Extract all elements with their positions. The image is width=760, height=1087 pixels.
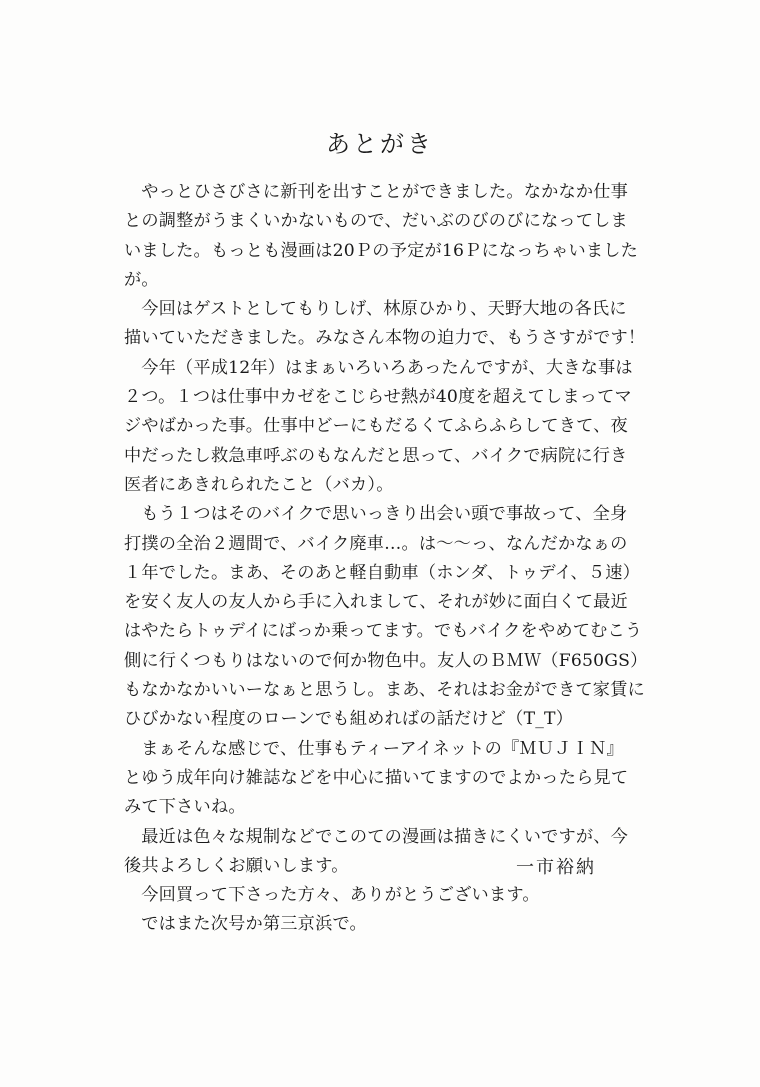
paragraph-2: 今回はゲストとしてもりしげ、林原ひかり、天野大地の各氏に 描いていただきました。みなさん本物の迫力で、もうさすがです！ [124, 299, 646, 349]
paragraph-5: まぁそんな感じで、仕事もティーアイネットの『ＭＵＪＩＮ』 とゆう成年向け雑誌などを中心に描いてますのでよかったら見て みて下さいね。 [124, 738, 629, 818]
afterword-body [124, 178, 654, 940]
paragraph-3: 今年（平成12年）はまぁいろいろあったんですが、大きな事は ２つ。１つは仕事中カゼをこじらせ熱が40度を超えてしまってマ ジやばかった事。仕事中どーにもだるくてふらふらしてきて、夜 中だったし救急車呼ぶのもなんだと思って、バイクで病院に行き 医者にあきれられたこと（バカ）。 [124, 357, 633, 495]
paragraph-4: もう１つはそのバイクで思いっきり出会い頭で事故って、全身 打撲の全治２週間で、バイク廃車…。は～～っ、なんだかなぁの １年でした。まあ、そのあと軽自動車（ホンダ、トゥデイ、５速） を安く友人の友人から手に入れまして、それが妙に面白くて最近 はやたらトゥデイにばっか乗ってます。でもバイクをやめてむこう 側に行くつもりはないので何か物色中。友人のＢＭＷ（F650GS） もなかなかいいーなぁと思うし。まあ、それはお金ができて家賃に ひびかない程度のローンでも組めればの話だけど（T_T） [124, 504, 648, 730]
page-title: あとがき [326, 130, 434, 158]
author-signature: 一市裕納 [516, 857, 596, 878]
paragraph-1: やっとひさびさに新刊を出すことができました。なかなか仕事 との調整がうまくいかないもので、だいぶのびのびになってしま いました。もっとも漫画は20Ｐの予定が16Ｐになっちゃいました が。 [124, 182, 639, 290]
paragraph-6: 最近は色々な規制などでこのての漫画は描きにくいですが、今 後共よろしくお願いします。 [124, 826, 629, 876]
paragraph-7: 今回買って下さった方々、ありがとうございます。 [141, 885, 540, 906]
paragraph-8: ではまた次号か第三京浜で。 [141, 914, 367, 935]
